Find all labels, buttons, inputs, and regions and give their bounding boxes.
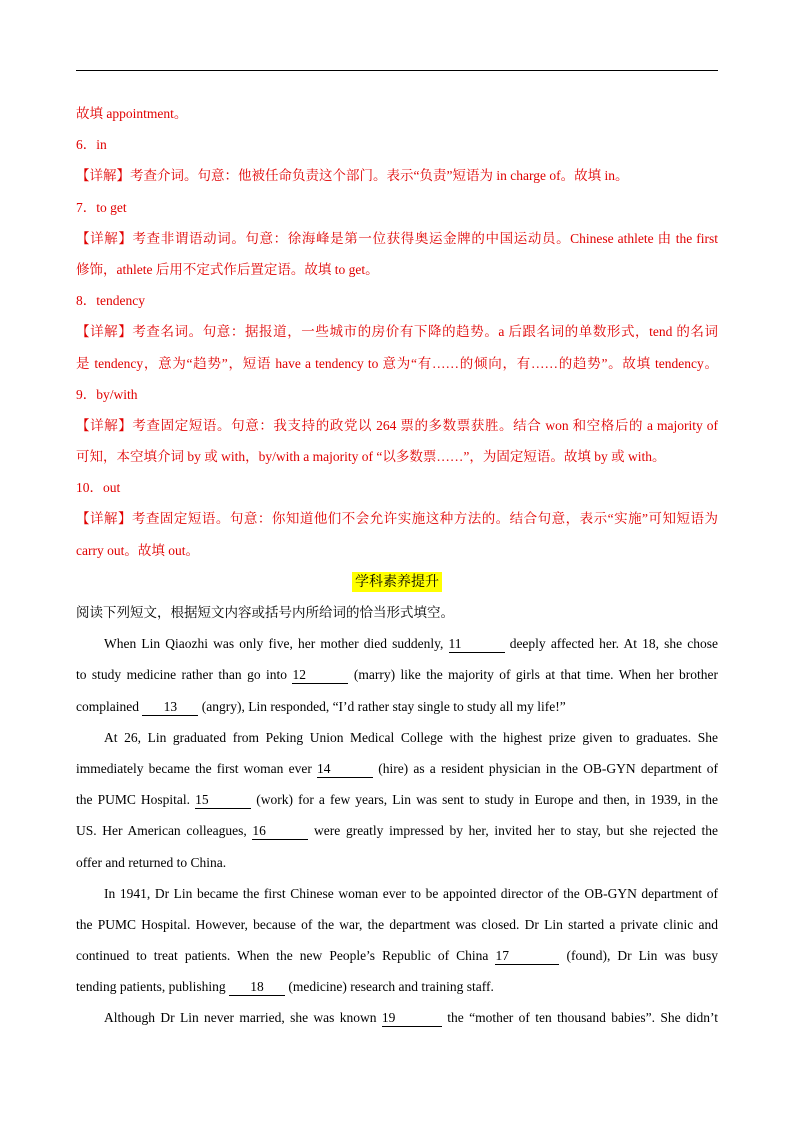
prev-answer-tail: 故填 appointment。 (76, 106, 188, 121)
answer-8-explanation: 【详解】考查名词。句意：据报道，一些城市的房价有下降的趋势。a 后跟名词的单数形式，tend 的名词 (76, 324, 718, 340)
section-heading (76, 566, 718, 597)
blank-11[interactable]: 11 (449, 636, 505, 653)
blank-14[interactable]: 14 (317, 761, 373, 778)
answer-10-explanation: 【详解】考查固定短语。句意：你知道他们不会允许实施这种方法的。结合句意，表示“实施”可知短语为 (76, 511, 718, 527)
passage-line: the PUMC Hospital. However, because of the war, the department was closed. Dr Lin started a private clinic and (76, 916, 718, 932)
answer-9-number: 9．by/with (76, 386, 138, 402)
passage-line: to study medicine rather than go into 12 (marry) like the majority of girls at that time. When her brother (76, 667, 719, 683)
section-title: 学科素养提升 (352, 572, 442, 592)
document-body (76, 98, 718, 1034)
passage-line: Although Dr Lin never married, she was known 19 the “mother of ten thousand babies”. She didn’t (104, 1010, 718, 1026)
blank-13[interactable]: 13 (142, 699, 198, 716)
answer-8-number: 8．tendency (76, 293, 145, 309)
answer-7-explanation: 【详解】考查非谓语动词。句意：徐海峰是第一位获得奥运金牌的中国运动员。Chinese athlete 由 the first (76, 230, 718, 246)
passage-line: immediately became the first woman ever 14 (hire) as a resident physician in the OB-GYN department of (76, 760, 718, 776)
answer-10-explanation-cont: carry out。故填 out。 (76, 542, 199, 558)
passage-line: When Lin Qiaozhi was only five, her mother died suddenly, 11 deeply affected her. At 18, she chose (104, 636, 719, 652)
passage-line: complained 13 (angry), Lin responded, “I’d rather stay single to study all my life!” (76, 698, 566, 714)
passage-line: At 26, Lin graduated from Peking Union Medical College with the highest prize given to graduates. She (104, 729, 718, 745)
passage-line: the PUMC Hospital. 15 (work) for a few years, Lin was sent to study in Europe and then, in 1939, in the (76, 792, 719, 808)
section-instruction: 阅读下列短文，根据短文内容或括号内所给词的恰当形式填空。 (76, 605, 454, 620)
passage-line: offer and returned to China. (76, 854, 227, 870)
header-rule (76, 70, 718, 71)
answer-8-explanation-cont: 是 tendency，意为“趋势”，短语 have a tendency to 意为“有……的倾向，有……的趋势”。故填 tendency。 (76, 355, 718, 371)
passage-line: tending patients, publishing 18 (medicine) research and training staff. (76, 979, 494, 995)
blank-17[interactable]: 17 (495, 948, 559, 965)
answer-7-explanation-cont: 修饰，athlete 后用不定式作后置定语。故填 to get。 (76, 261, 379, 277)
answer-9-explanation-cont: 可知，本空填介词 by 或 with，by/with a majority of “以多数票……”，为固定短语。故填 by 或 with。 (76, 449, 666, 465)
blank-18[interactable]: 18 (229, 979, 285, 996)
blank-12[interactable]: 12 (292, 667, 348, 684)
answer-7-number: 7．to get (76, 199, 127, 215)
answer-6-explanation: 【详解】考查介词。句意：他被任命负责这个部门。表示“负责”短语为 in charge of。故填 in。 (76, 168, 629, 184)
passage-line: In 1941, Dr Lin became the first Chinese woman ever to be appointed director of the OB-GYN department of (104, 885, 718, 901)
blank-16[interactable]: 16 (252, 823, 308, 840)
blank-15[interactable]: 15 (195, 792, 251, 809)
answer-6-number: 6．in (76, 137, 107, 153)
passage-line: continued to treat patients. When the new People’s Republic of China 17 (found), Dr Lin was busy (76, 948, 719, 964)
passage-line: US. Her American colleagues, 16 were greatly impressed by her, invited her to stay, but she rejected the (76, 823, 719, 839)
blank-19[interactable]: 19 (382, 1010, 442, 1027)
answer-9-explanation: 【详解】考查固定短语。句意：我支持的政党以 264 票的多数票获胜。结合 won 和空格后的 a majority of (76, 417, 718, 433)
answer-10-number: 10．out (76, 480, 121, 496)
